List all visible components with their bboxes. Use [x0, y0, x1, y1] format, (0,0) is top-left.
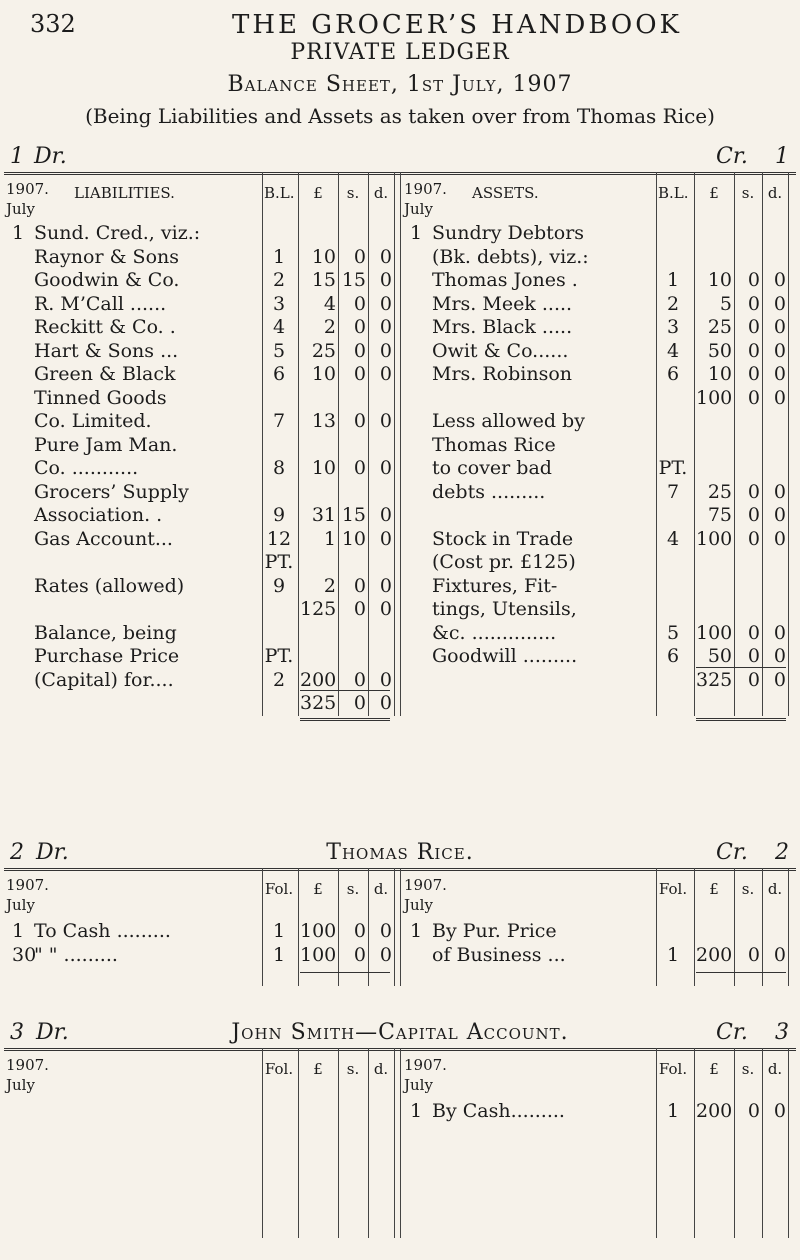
- asset-row-text: Thomas Rice: [432, 433, 556, 456]
- asset-row-pounds: 100: [696, 527, 733, 550]
- liability-row-folio: 5: [272, 339, 286, 362]
- liability-row-text: Rates (allowed): [34, 574, 185, 597]
- rice-cr-year: 1907.: [404, 876, 447, 894]
- rice-cr-folio-head: Fol.: [658, 880, 688, 898]
- liability-row-pence: 0: [379, 339, 392, 362]
- liability-row-pence: 0: [379, 692, 392, 714]
- ledger-2-centre-rule: [400, 868, 401, 986]
- rice-dr-row-shillings: 0: [353, 920, 366, 942]
- capital-cr-row-pounds: 200: [696, 1100, 733, 1122]
- rice-cr-text: By Pur. Price: [432, 920, 557, 942]
- liability-row-folio: PT.: [264, 645, 294, 667]
- liability-row-text: Tinned Goods: [34, 386, 167, 409]
- asset-row-folio: 1: [666, 269, 680, 291]
- rice-dr-row-pence: 0: [379, 944, 392, 966]
- liability-row-pounds: 25: [311, 339, 336, 362]
- rice-cr-col-rule: [694, 868, 695, 986]
- capital-cr-year: 1907.: [404, 1056, 447, 1074]
- asset-row-folio: PT.: [658, 457, 688, 479]
- liability-row-pounds: 31: [311, 504, 336, 526]
- liability-row-text: Goodwin & Co.: [34, 269, 180, 291]
- capital-cr-col-rule: [694, 1048, 695, 1238]
- liability-row-shillings: 0: [353, 316, 366, 338]
- liabilities-month: July: [6, 200, 35, 218]
- rice-dr-pence-head: d.: [373, 880, 389, 898]
- asset-row-shillings: 0: [747, 621, 760, 644]
- rice-dr-pounds-head: £: [313, 880, 323, 898]
- ledger-1-total-rule: [300, 690, 390, 691]
- liability-row-pence: 0: [379, 245, 392, 268]
- ledger-2-cr: Cr.: [716, 840, 748, 865]
- capital-cr-text: By Cash.........: [432, 1100, 565, 1122]
- asset-row-pounds: 100: [696, 621, 733, 644]
- liability-row-folio: 9: [272, 574, 286, 597]
- capital-dr-pence-head: d.: [373, 1060, 389, 1078]
- asset-row-text: to cover bad: [432, 457, 552, 479]
- assets-year: 1907.: [404, 180, 447, 198]
- liability-row-text: Hart & Sons ...: [34, 339, 179, 362]
- liability-row-shillings: 0: [353, 363, 366, 385]
- liability-row-text: Pure Jam Man.: [34, 433, 178, 456]
- rice-dr-day: 30: [12, 944, 37, 966]
- capital-cr-folio-head: Fol.: [658, 1060, 688, 1078]
- capital-dr-col-rule: [394, 1048, 395, 1238]
- assets-pence-head: d.: [767, 184, 783, 202]
- liability-row-shillings: 0: [353, 457, 366, 479]
- liability-row-pounds: 125: [300, 598, 337, 620]
- capital-cr-col-rule: [734, 1048, 735, 1238]
- capital-cr-pence-head: d.: [767, 1060, 783, 1078]
- liability-row-pounds: 200: [300, 668, 337, 691]
- rice-cr-row-shillings: 0: [747, 944, 760, 966]
- asset-row-text: (Cost pr. £125): [432, 551, 576, 573]
- asset-row-pence: 0: [773, 480, 786, 503]
- ledger-3-centre-rule: [400, 1048, 401, 1238]
- liability-row-pounds: 10: [311, 457, 336, 479]
- liability-row-folio: 1: [272, 245, 286, 268]
- asset-row-text: tings, Utensils,: [432, 598, 577, 620]
- rice-dr-row-folio: 1: [272, 920, 286, 942]
- liability-row-text: Co. Limited.: [34, 410, 152, 432]
- asset-row-shillings: 0: [747, 269, 760, 291]
- ledger-2-number-left: 2: [10, 840, 24, 865]
- liability-row-text: Gas Account...: [34, 527, 173, 550]
- asset-row-pence: 0: [773, 527, 786, 550]
- assets-title: ASSETS.: [472, 184, 539, 202]
- liability-row-shillings: 0: [353, 245, 366, 268]
- asset-row-pounds: 25: [707, 316, 732, 338]
- capital-cr-row-pence: 0: [773, 1100, 786, 1122]
- capital-dr-col-rule: [298, 1048, 299, 1238]
- asset-row-shillings: 0: [747, 363, 760, 385]
- liabilities-col-rule: [338, 172, 339, 716]
- liability-row-pounds: 2: [323, 316, 336, 338]
- liabilities-pence-head: d.: [373, 184, 389, 202]
- ledger-3-number-left: 3: [10, 1020, 24, 1045]
- liability-row-pence: 0: [379, 316, 392, 338]
- asset-row-pounds: 25: [707, 480, 732, 503]
- asset-row-pounds: 325: [696, 668, 733, 691]
- rice-cr-pence-head: d.: [767, 880, 783, 898]
- asset-row-pence: 0: [773, 386, 786, 409]
- asset-row-folio: 5: [666, 621, 680, 644]
- ledger-2-sum-rule: [300, 972, 390, 973]
- asset-row-shillings: 0: [747, 645, 760, 667]
- ledger-3-title: John Smith—Capital Account.: [231, 1020, 569, 1045]
- asset-row-text: Thomas Jones .: [432, 269, 578, 291]
- liability-row-pence: 0: [379, 598, 392, 620]
- ledger-1-dr: Dr.: [34, 144, 67, 169]
- liabilities-pounds-head: £: [313, 184, 323, 202]
- liability-row-folio: 2: [272, 668, 286, 691]
- asset-row-shillings: 0: [747, 504, 760, 526]
- asset-row-pence: 0: [773, 269, 786, 291]
- liability-row-shillings: 0: [353, 574, 366, 597]
- liability-row-shillings: 0: [353, 292, 366, 315]
- liability-row-pence: 0: [379, 504, 392, 526]
- liabilities-col-rule: [368, 172, 369, 716]
- capital-dr-folio-head: Fol.: [264, 1060, 294, 1078]
- asset-row-shillings: 0: [747, 527, 760, 550]
- ledger-1-cr: Cr.: [716, 144, 748, 169]
- liability-row-text: Co. ...........: [34, 457, 139, 479]
- liabilities-col-rule: [262, 172, 263, 716]
- rice-cr-month: July: [404, 896, 433, 914]
- liability-row-pounds: 10: [311, 245, 336, 268]
- liability-row-folio: 12: [266, 527, 292, 550]
- liability-row-pence: 0: [379, 363, 392, 385]
- ledger-title: PRIVATE LEDGER: [290, 40, 510, 65]
- rice-cr-col-rule: [762, 868, 763, 986]
- asset-row-pounds: 10: [707, 269, 732, 291]
- liability-row-text: Green & Black: [34, 363, 176, 385]
- asset-row-pounds: 50: [707, 339, 732, 362]
- asset-row-text: Stock in Trade: [432, 527, 574, 550]
- asset-row-text: Sundry Debtors: [432, 222, 585, 244]
- liability-row-text: Grocers’ Supply: [34, 480, 189, 503]
- liability-row-text: Reckitt & Co. .: [34, 316, 176, 338]
- capital-dr-col-rule: [368, 1048, 369, 1238]
- liabilities-title: LIABILITIES.: [74, 184, 175, 202]
- assets-shillings-head: s.: [741, 184, 755, 202]
- liability-row-shillings: 0: [353, 692, 366, 714]
- running-head: THE GROCER’S HANDBOOK: [232, 10, 682, 40]
- liability-row-shillings: 10: [341, 527, 366, 550]
- liability-row-pence: 0: [379, 457, 392, 479]
- liability-row-text: Balance, being: [34, 621, 177, 644]
- liability-row-pounds: 2: [323, 574, 336, 597]
- rice-cr-row-folio: 1: [666, 944, 680, 966]
- rice-cr-row-pounds: 200: [696, 944, 733, 966]
- rice-cr-day: 1: [410, 920, 423, 942]
- liability-row-text: Raynor & Sons: [34, 245, 179, 268]
- rice-cr-text: of Business ...: [432, 944, 566, 966]
- capital-dr-col-rule: [338, 1048, 339, 1238]
- asset-row-text: Less allowed by: [432, 410, 585, 432]
- asset-row-pence: 0: [773, 316, 786, 338]
- rice-dr-row-shillings: 0: [353, 944, 366, 966]
- rice-dr-row-pounds: 100: [300, 944, 337, 966]
- assets-col-rule: [788, 172, 789, 716]
- ledger-2-dr: Dr.: [36, 840, 69, 865]
- capital-cr-row-folio: 1: [666, 1100, 680, 1122]
- liability-row-shillings: 15: [341, 504, 366, 526]
- liability-row-pence: 0: [379, 292, 392, 315]
- liability-row-shillings: 0: [353, 668, 366, 691]
- rice-dr-shillings-head: s.: [346, 880, 360, 898]
- rice-dr-year: 1907.: [6, 876, 49, 894]
- asset-row-folio: 3: [666, 316, 680, 338]
- asset-row-shillings: 0: [747, 480, 760, 503]
- rice-dr-col-rule: [338, 868, 339, 986]
- liability-row-shillings: 0: [353, 339, 366, 362]
- rice-dr-day: 1: [12, 920, 25, 942]
- liability-row-shillings: 0: [353, 598, 366, 620]
- asset-row-pounds: 100: [696, 386, 733, 409]
- capital-cr-col-rule: [656, 1048, 657, 1238]
- ledger-1-total-rule: [696, 667, 786, 668]
- rice-cr-col-rule: [734, 868, 735, 986]
- capital-cr-month: July: [404, 1076, 433, 1094]
- asset-row-folio: 7: [666, 480, 680, 503]
- liability-row-pounds: 13: [311, 410, 336, 432]
- ledger-1-bottom-rule: [696, 718, 786, 721]
- liability-row-pence: 0: [379, 574, 392, 597]
- rice-dr-text: To Cash .........: [34, 920, 171, 942]
- assets-col-rule: [762, 172, 763, 716]
- asset-row-text: Mrs. Meek .....: [432, 292, 573, 315]
- rice-dr-row-pence: 0: [379, 920, 392, 942]
- liability-row-pounds: 4: [323, 292, 336, 315]
- assets-month: July: [404, 200, 433, 218]
- asset-row-pence: 0: [773, 292, 786, 315]
- asset-row-shillings: 0: [747, 339, 760, 362]
- liability-row-folio: 3: [272, 292, 286, 315]
- balance-sheet-title: Balance Sheet, 1st July, 1907: [227, 72, 573, 97]
- liability-row-text: R. M’Call ......: [34, 292, 167, 315]
- liability-row-folio: 7: [272, 410, 286, 432]
- rice-dr-col-rule: [394, 868, 395, 986]
- liability-row-pounds: 10: [311, 363, 336, 385]
- liability-row-pence: 0: [379, 410, 392, 432]
- capital-dr-shillings-head: s.: [346, 1060, 360, 1078]
- liability-row-pounds: 15: [311, 269, 336, 291]
- capital-dr-col-rule: [262, 1048, 263, 1238]
- asset-row-text: Owit & Co......: [432, 339, 569, 362]
- capital-cr-col-rule: [788, 1048, 789, 1238]
- assets-col-rule: [694, 172, 695, 716]
- ledger-2-title: Thomas Rice.: [326, 840, 474, 865]
- capital-cr-row-shillings: 0: [747, 1100, 760, 1122]
- asset-row-text: (Bk. debts), viz.:: [432, 245, 589, 268]
- liabilities-year: 1907.: [6, 180, 49, 198]
- liability-row-pounds: 325: [300, 692, 337, 714]
- asset-row-pence: 0: [773, 621, 786, 644]
- ledger-1-number-left: 1: [10, 144, 24, 169]
- ledger-3-number-right: 3: [775, 1020, 789, 1045]
- liabilities-shillings-head: s.: [346, 184, 360, 202]
- asset-row-text: Goodwill .........: [432, 645, 578, 667]
- liabilities-day: 1: [12, 222, 25, 244]
- assets-folio-head: B.L.: [658, 184, 689, 202]
- rice-cr-shillings-head: s.: [741, 880, 755, 898]
- asset-row-text: Mrs. Black .....: [432, 316, 573, 338]
- asset-row-pence: 0: [773, 363, 786, 385]
- capital-dr-year: 1907.: [6, 1056, 49, 1074]
- liabilities-folio-head: B.L.: [264, 184, 295, 202]
- liability-row-folio: PT.: [264, 551, 294, 573]
- asset-row-folio: 4: [666, 527, 680, 550]
- asset-row-pounds: 10: [707, 363, 732, 385]
- rice-cr-col-rule: [788, 868, 789, 986]
- balance-sheet-note: (Being Liabilities and Assets as taken over from Thomas Rice): [85, 104, 715, 128]
- ledger-3-dr: Dr.: [36, 1020, 69, 1045]
- asset-row-shillings: 0: [747, 386, 760, 409]
- assets-col-rule: [734, 172, 735, 716]
- asset-row-pounds: 50: [707, 645, 732, 667]
- capital-dr-pounds-head: £: [313, 1060, 323, 1078]
- asset-row-folio: 6: [666, 645, 680, 667]
- ledger-1-centre-rule: [400, 172, 401, 716]
- liability-row-shillings: 15: [341, 269, 366, 291]
- asset-row-folio: 4: [666, 339, 680, 362]
- liability-row-pounds: 1: [323, 527, 336, 550]
- liability-row-folio: 9: [272, 504, 286, 526]
- liability-row-shillings: 0: [353, 410, 366, 432]
- liability-row-pence: 0: [379, 527, 392, 550]
- ledger-2-sum-rule: [696, 972, 786, 973]
- asset-row-folio: 2: [666, 292, 680, 315]
- asset-row-folio: 6: [666, 363, 680, 385]
- capital-cr-col-rule: [762, 1048, 763, 1238]
- rice-dr-row-pounds: 100: [300, 920, 337, 942]
- rice-dr-folio-head: Fol.: [264, 880, 294, 898]
- asset-row-pence: 0: [773, 668, 786, 691]
- capital-dr-month: July: [6, 1076, 35, 1094]
- rice-dr-text: " " .........: [34, 944, 118, 966]
- ledger-2-number-right: 2: [775, 840, 789, 865]
- asset-row-shillings: 0: [747, 292, 760, 315]
- capital-cr-pounds-head: £: [709, 1060, 719, 1078]
- liability-row-folio: 6: [272, 363, 286, 385]
- ledger-3-cr: Cr.: [716, 1020, 748, 1045]
- asset-row-pence: 0: [773, 645, 786, 667]
- rice-cr-col-rule: [656, 868, 657, 986]
- liability-row-folio: 4: [272, 316, 286, 338]
- assets-col-rule: [656, 172, 657, 716]
- asset-row-shillings: 0: [747, 668, 760, 691]
- liability-row-folio: 8: [272, 457, 286, 479]
- asset-row-pounds: 5: [719, 292, 732, 315]
- liability-row-pence: 0: [379, 269, 392, 291]
- assets-day: 1: [410, 222, 423, 244]
- liability-row-folio: 2: [272, 269, 286, 291]
- asset-row-text: debts .........: [432, 480, 546, 503]
- ledger-1-bottom-rule: [300, 718, 390, 721]
- rice-dr-col-rule: [298, 868, 299, 986]
- liability-row-pence: 0: [379, 668, 392, 691]
- asset-row-pounds: 75: [707, 504, 732, 526]
- rice-dr-col-rule: [262, 868, 263, 986]
- liabilities-col-rule: [298, 172, 299, 716]
- liability-row-text: (Capital) for....: [34, 668, 174, 691]
- rice-dr-col-rule: [368, 868, 369, 986]
- asset-row-text: Fixtures, Fit-: [432, 574, 558, 597]
- rice-cr-row-pence: 0: [773, 944, 786, 966]
- asset-row-shillings: 0: [747, 316, 760, 338]
- ledger-1-number-right: 1: [775, 144, 789, 169]
- liability-row-text: Sund. Cred., viz.:: [34, 222, 201, 244]
- rice-dr-month: July: [6, 896, 35, 914]
- rice-dr-row-folio: 1: [272, 944, 286, 966]
- page-number: 332: [30, 10, 76, 38]
- capital-cr-shillings-head: s.: [741, 1060, 755, 1078]
- asset-row-text: &c. ..............: [432, 621, 557, 644]
- liabilities-col-rule: [394, 172, 395, 716]
- liability-row-text: Purchase Price: [34, 645, 180, 667]
- asset-row-pence: 0: [773, 504, 786, 526]
- rice-cr-pounds-head: £: [709, 880, 719, 898]
- capital-cr-day: 1: [410, 1100, 423, 1122]
- liability-row-text: Association. .: [34, 504, 163, 526]
- assets-pounds-head: £: [709, 184, 719, 202]
- asset-row-text: Mrs. Robinson: [432, 363, 573, 385]
- asset-row-pence: 0: [773, 339, 786, 362]
